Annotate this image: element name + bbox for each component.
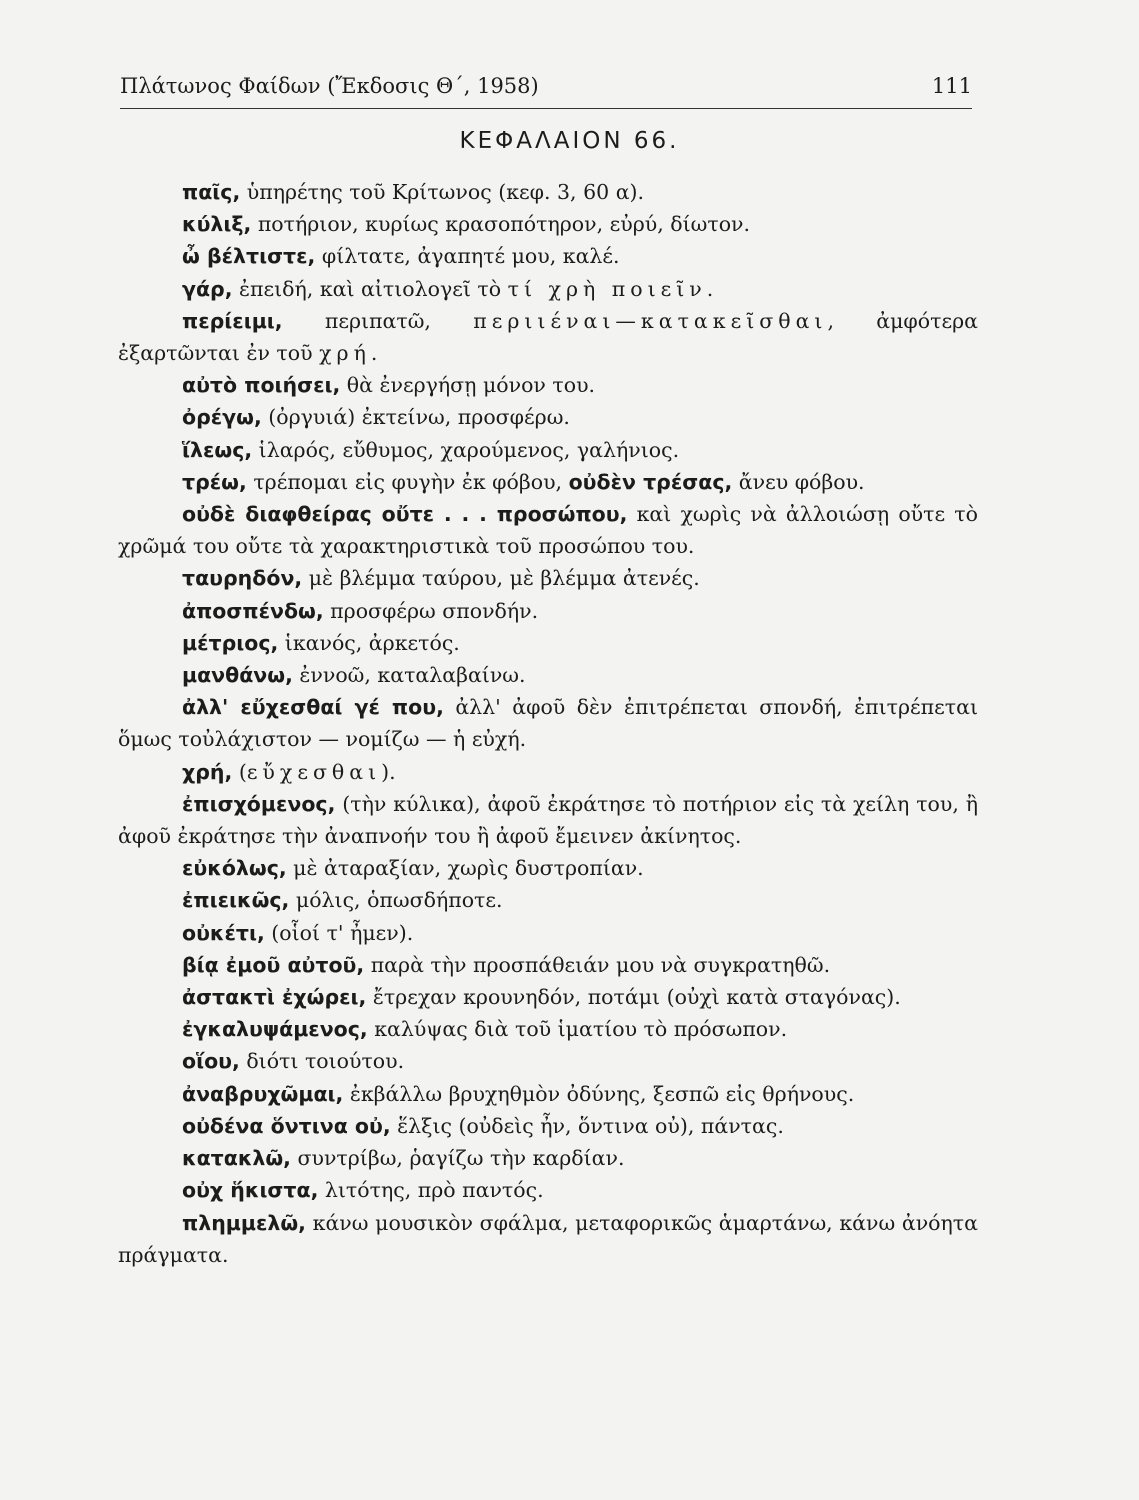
page-number: 111	[931, 74, 972, 98]
glossary-entry	[118, 1045, 978, 1077]
glossary-entry	[118, 1078, 978, 1110]
entry-term-secondary: οὐδὲν τρέσας,	[568, 469, 733, 494]
entry-term: ἀλλ' εὔχεσθαί γέ που,	[182, 695, 444, 720]
entry-term: πλημμελῶ,	[182, 1210, 306, 1235]
glossary-entry	[118, 917, 978, 949]
entry-term: ἀστακτὶ ἐχώρει,	[182, 985, 367, 1010]
entry-definition: διότι τοιούτου.	[246, 1049, 405, 1074]
entry-definition: ἔτρεχαν κρουνηδόν, ποτάμι (οὐχὶ κατὰ σταγόνας).	[372, 985, 901, 1010]
entry-term: ἐπισχόμενος,	[182, 791, 336, 816]
entry-term: παῖς,	[182, 180, 241, 204]
entry-term: βίᾳ ἐμοῦ αὐτοῦ,	[182, 952, 365, 977]
entry-definition: ἱκανός, ἀρκετός.	[284, 630, 460, 655]
entry-definition: συντρίβω, ῥαγίζω τὴν καρδίαν.	[297, 1146, 625, 1171]
glossary-entry	[118, 466, 978, 498]
glossary-entry	[118, 981, 978, 1013]
chapter-title: ΚΕΦΑΛΑΙΟΝ 66.	[459, 128, 680, 154]
entry-definition: τρέπομαι εἰς φυγὴν ἐκ φόβου,	[253, 469, 563, 494]
entry-term: ἐπιεικῶς,	[182, 888, 290, 913]
entry-term: οἵου,	[182, 1049, 240, 1074]
entry-term: τρέω,	[182, 469, 247, 494]
entry-term: εὐκόλως,	[182, 856, 287, 881]
spaced-quotation: χρή	[319, 341, 371, 366]
entry-term: ἀποσπένδω,	[182, 598, 324, 623]
glossary-entry	[118, 273, 978, 305]
glossary-entry	[118, 369, 978, 401]
entry-term: οὐδένα ὅντινα οὐ,	[182, 1113, 391, 1138]
entry-definition: ἀλλ' ἀφοῦ δὲν ἐπιτρέπεται σπονδή, ἐπιτρέπεται ὅμως τοὐλάχιστον — νομίζω — ἡ εὐχή.	[118, 695, 978, 752]
glossary-entry	[118, 240, 978, 272]
glossary-entry	[118, 1207, 978, 1271]
entry-definition: ἕλξις (οὐδεὶς ἦν, ὅντινα οὐ), πάντας.	[397, 1113, 784, 1138]
glossary-entry	[118, 627, 978, 659]
entry-definition-cont: .	[706, 276, 714, 301]
glossary-entry	[118, 1142, 978, 1174]
entry-definition: καλύψας διὰ τοῦ ἱματίου τὸ πρόσωπον.	[374, 1017, 788, 1042]
glossary-entry	[118, 659, 978, 691]
entry-definition-cont: , ἀμφότερα ἐξαρτῶνται ἐν τοῦ	[118, 308, 978, 366]
entry-definition: ὑπηρέτης τοῦ Κρίτωνος (κεφ. 3, 60 α).	[246, 180, 645, 204]
glossary-entry	[118, 401, 978, 433]
entry-definition: μὲ ἀταραξίαν, χωρὶς δυστροπίαν.	[293, 856, 644, 881]
entry-definition: (οἷοί τ' ἦμεν).	[271, 920, 414, 945]
entry-definition: ἐπειδή, καὶ αἰτιολογεῖ τὸ	[239, 276, 502, 301]
entry-term: κύλιξ,	[182, 212, 252, 237]
entry-term: ἐγκαλυψάμενος,	[182, 1017, 368, 1042]
entry-definition: (ὀργυιά) ἐκτείνω, προσφέρω.	[268, 405, 570, 430]
entry-term: κατακλῶ,	[182, 1146, 291, 1171]
entry-definition: φίλτατε, ἀγαπητέ μου, καλέ.	[321, 244, 620, 269]
spaced-quotation: εὔχεσθαι	[246, 759, 382, 784]
glossary-entry	[118, 691, 978, 755]
entry-definition: μὲ βλέμμα ταύρου, μὲ βλέμμα ἀτενές.	[308, 566, 700, 591]
glossary-entry	[118, 1174, 978, 1206]
entry-term: ἵλεως,	[182, 437, 253, 462]
spaced-quotation: τί χρὴ ποιεῖν	[507, 276, 707, 301]
glossary-entry	[118, 562, 978, 594]
entry-definition: ἐννοῶ, καταλαβαίνω.	[299, 663, 526, 688]
entry-term: ἀναβρυχῶμαι,	[182, 1081, 344, 1106]
glossary-entry	[118, 498, 978, 562]
glossary-entry	[118, 595, 978, 627]
entry-definition: καὶ χωρὶς νὰ ἀλλοιώσῃ οὔτε τὸ χρῶμά του οὔτε τὰ χαρακτηριστικὰ τοῦ προσώπου του.	[118, 502, 978, 559]
entry-term: αὐτὸ ποιήσει,	[182, 373, 341, 398]
glossary-entry	[118, 949, 978, 981]
entry-definition: προσφέρω σπονδήν.	[330, 598, 539, 623]
entry-term: οὐκέτι,	[182, 920, 265, 945]
entry-definition: ποτήριον, κυρίως κρασοπότηρον, εὐρύ, δίωτον.	[257, 212, 751, 237]
glossary-entry	[118, 434, 978, 466]
entry-definition-cont: .	[370, 341, 378, 366]
header-title: Πλάτωνος Φαίδων (Ἔκδοσις Θ΄, 1958)	[120, 74, 539, 98]
entry-definition: παρὰ τὴν προσπάθειάν μου νὰ συγκρατηθῶ.	[370, 952, 831, 977]
entry-term: μανθάνω,	[182, 663, 293, 688]
spaced-quotation: περιιέναι—κατακεῖσθαι	[473, 308, 828, 333]
entry-definition: περιπατῶ,	[324, 308, 431, 333]
entry-term: οὐχ ἥκιστα,	[182, 1178, 319, 1203]
entry-definition: κάνω μουσικὸν σφάλμα, μεταφορικῶς ἁμαρτάνω, κάνω ἀνόητα πράγματα.	[118, 1210, 978, 1267]
glossary-entry	[118, 852, 978, 884]
entry-definition: λιτότης, πρὸ παντός.	[324, 1178, 544, 1203]
entry-definition: μόλις, ὁπωσδήποτε.	[295, 888, 503, 913]
glossary-entry	[118, 756, 978, 788]
glossary-entry	[118, 176, 978, 208]
entry-definition: θὰ ἐνεργήσῃ μόνον του.	[346, 373, 596, 398]
glossary-list	[118, 176, 978, 1271]
entry-definition-cont: ).	[381, 759, 396, 784]
entry-term: ταυρηδόν,	[182, 566, 303, 591]
entry-definition: ἱλαρός, εὔθυμος, χαρούμενος, γαλήνιος.	[258, 437, 680, 462]
glossary-entry	[118, 305, 978, 369]
glossary-entry	[118, 884, 978, 916]
glossary-entry	[118, 1110, 978, 1142]
entry-definition: (	[238, 759, 247, 784]
glossary-entry	[118, 208, 978, 240]
entry-term: ὦ βέλτιστε,	[182, 244, 316, 269]
entry-term: ὀρέγω,	[182, 405, 262, 430]
entry-term: χρή,	[182, 759, 233, 784]
running-header	[120, 74, 972, 109]
entry-definition: (τὴν κύλικα), ἀφοῦ ἐκράτησε τὸ ποτήριον εἰς τὰ χείλη του, ἢ ἀφοῦ ἐκράτησε τὴν ἀναπνοήν του ἢ ἀφοῦ ἔμεινεν ἀκίνητος.	[118, 791, 978, 849]
entry-term: γάρ,	[182, 276, 233, 301]
entry-definition: ἐκβάλλω βρυχηθμὸν ὀδύνης, ξεσπῶ εἰς θρήνους.	[349, 1081, 855, 1106]
glossary-entry	[118, 788, 978, 852]
entry-term: οὐδὲ διαφθείρας οὔτε . . . προσώπου,	[182, 502, 628, 527]
entry-term: μέτριος,	[182, 630, 279, 655]
glossary-entry	[118, 1013, 978, 1045]
entry-term: περίειμι,	[182, 308, 283, 333]
entry-definition-cont: ἄνευ φόβου.	[738, 469, 865, 494]
